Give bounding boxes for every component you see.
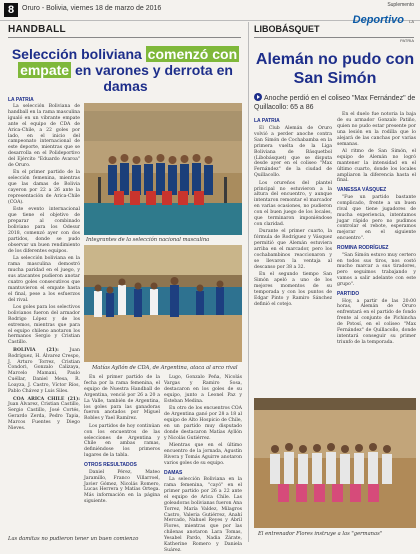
headline-part-b: en varones y derrota en damas bbox=[71, 62, 233, 94]
lineup2-title: COA ARICA CHILE (21): bbox=[13, 396, 80, 402]
paragraph: La selección Boliviana en la rama femenina, "cayó" en el primer partido por 26 a 22 ante el equipo de Arica Chile. Las goleadoras bolivianas fueron Ana Torrez, María Valdez, Milagros Castro, Valeria Gutiérrez, Anahí Mercado, Nahuel Reyes y Abril Flores, mientras que por las chilenas anotaron Lara Tomas, Yesabel Pardo, Nadia Zárate, Katherine Romero y Daniela Suárez. bbox=[164, 477, 242, 553]
photo-team-men bbox=[84, 103, 242, 235]
photo-match-action-image bbox=[84, 245, 242, 362]
paragraph: Lugo, Gonzalo Peña, Nicolás Vargas y Ramiro Sosa, destacaron en los goles de su equipo, junto a Leonel Paz y Esteban Medina. bbox=[164, 375, 242, 404]
section-rule-left bbox=[8, 37, 241, 38]
photo-basketball-team-image bbox=[254, 398, 416, 528]
left-article-col3 bbox=[164, 375, 242, 553]
left-headline bbox=[8, 46, 243, 94]
right-byline: LA PATRIA bbox=[254, 118, 280, 124]
right-article-col2 bbox=[337, 112, 416, 394]
subhead-romina-rodriguez: ROMINA RODRÍGUEZ bbox=[337, 245, 389, 252]
left-article-col1 bbox=[8, 104, 80, 536]
paragraph: Al ritmo de San Simón, el equipo de Alemán no logró mantener la intensidad en el último cuarto, donde los locales ampliaron la diferencia hasta el final. bbox=[337, 148, 416, 184]
arrow-icon bbox=[254, 93, 262, 101]
lineup-text: Juan Rodríguez, H. Álvarez Crespo, J. Arturo Torrez, Cristian Condori, Gonzalo Calizaya, Marcelo Mamani, Paulo Cuéllar, Daniel Mesa, R. Loayza, J. Castro, Víctor Ríos, Pablo Chávez y Luis Siles. bbox=[8, 347, 80, 395]
column-divider bbox=[248, 22, 249, 542]
right-subhead bbox=[254, 93, 416, 112]
subhead-vanessa-vasquez: VANESSA VÁSQUEZ bbox=[337, 187, 387, 194]
section-label-libobasquet: LIBOBÁSQUET bbox=[254, 24, 320, 34]
paragraph: "Fue un partido bastante complicado, frente a un buen rival que tiene jugadores de mucha experiencia, intentamos jugar rápido pero no pudimos controlar el rebote, esperamos mejorar en el siguiente encuentro". bbox=[337, 194, 416, 242]
headline-part-a: Selección boliviana bbox=[11, 46, 146, 62]
subhead-damas: DAMAS bbox=[164, 469, 183, 476]
section-label-handball: HANDBALL bbox=[8, 24, 66, 35]
left-byline: LA PATRIA bbox=[8, 97, 34, 103]
right-article-col1 bbox=[254, 126, 332, 394]
photo-caption-top: Integrantes de la selección nacional masculina bbox=[86, 237, 210, 243]
paragraph: Durante el primer cuarto, la fórmula de Rodríguez y Vásquez permitió que Alemán estuviera arriba en el marcador, pero los cochabambinos reaccionaron y se llevaron la ventaja al descanso por 38 a 32. bbox=[254, 229, 332, 270]
photo-basketball-team bbox=[254, 398, 416, 528]
photo-match-action bbox=[84, 245, 242, 362]
paragraph: En el duelo fue notoria la baja de su armador Gonzalo Patiño, quien no pudo estar presente por una lesión en la rodilla que lo alejará de las canchas por varias semanas. bbox=[337, 112, 416, 147]
subhead-otros-resultados: OTROS RESULTADOS bbox=[84, 462, 137, 469]
photo-team-men-image bbox=[84, 103, 242, 235]
paragraph: Hoy, a partir de las 20:00 horas, Alemán de Oruro enfrentará en el partido de fondo frente al conjunto de Pichincha de Potosí, en el coliseo "Max Fernández" de Quillacollo, donde intentará conseguir su primer triunfo de la temporada. bbox=[337, 298, 416, 345]
date-line: Oruro - Bolivia, viernes 18 de marzo de 2016 bbox=[22, 5, 162, 12]
left-article-col2 bbox=[84, 375, 160, 535]
paragraph: En el primer partido de la fecha por la rama femenina, el equipo de Nuestra Handball de Argentina, venció por 26 a 20 a La Valle, también de Argentina, los goles para las ganadoras fueron anotados por Miguel Robles y Yael Ramírez. bbox=[84, 375, 160, 422]
right-subhead-text: Anoche perdió en el coliseo "Max Fernández" de Quillacollo: 65 a 86 bbox=[254, 95, 416, 111]
section-rule-right bbox=[254, 37, 414, 38]
right-headline: Alemán no pudo con San Simón bbox=[255, 51, 415, 87]
paragraph: La selección boliviana en la rama masculina demostró mucha paridad en el juego, y sus atacantes pudieron anotar cuatro goles consecutivos que mantuvieron el empate hasta el final, pese a los esfuerzos del rival. bbox=[8, 256, 80, 303]
paragraph: Los orureños del plantel principal no estuvieron a la altura del encuentro, y aunque intentaron remontar el marcador en varias ocasiones, no pudieron con el buen juego de los locales, que terminaron imponiéndose con claridad. bbox=[254, 180, 332, 227]
paragraph: En el segundo tiempo San Simón apeló a uno de los mejores momentos de su temporada y con los puntos de Edgar Pinto y Ramiro Sánchez definió el cotejo. bbox=[254, 272, 332, 307]
page-number: 8 bbox=[4, 3, 18, 17]
subhead-partido: PARTIDO bbox=[337, 291, 360, 298]
paragraph: Los partidos de hoy continúan con los encuentros de las selecciones de Argentina y Chile en ambas ramas, definiéndose los primeros lugares de la tabla. bbox=[84, 423, 160, 459]
paragraph: "San Simón estuvo muy certero en todos sus tiros, nos costó mucho marcar a sus tiradores, pero seguimos trabajando y vamos a salir adelante con este grupo". bbox=[337, 252, 416, 288]
photo-caption-mid: Matías Ayllón de CDA, de Argentina, ataca al arco rival bbox=[92, 365, 238, 371]
paragraph: Los goles para los selectivos bolivianos fueron del armador Rodrigo López y de los extremos, mientras que para el equipo chileno anotaron los hermanos Sergio y Cristian Castillo. bbox=[8, 304, 80, 346]
photo-caption-right: El entrenador Flores instruye a las "germanas" bbox=[258, 531, 383, 537]
paragraph: En el primer partido de la selección femenina, mientras que las damas de Bolivia cayeron por 22 a 26 ante la representación de Arica-Chile (COA). bbox=[8, 170, 80, 205]
paragraph: La selección Boliviana de handball en la rama masculina igualó en un vibrante empate ante el equipo de CDA de Arica-Chile, a 22 goles por lado, en el inicio del campeonato internacional de este deporte, mientras que se desarrolla en el Polideportivo del Ejército "Eduardo Avaroa" de Oruro. bbox=[8, 104, 80, 169]
photo-caption-bottom: Las damitas no pudieron tener un buen comienzo bbox=[8, 536, 139, 542]
lineup-title: BOLIVIA (21): bbox=[13, 347, 59, 353]
logo-sub: LA PATRIA bbox=[400, 19, 414, 43]
paragraph: El Club Alemán de Oruro volvió a perder anoche contra San Simón de Cochabamba en la primera vuelta de la Liga Boliviana de Básquetbol (Libobásquet) que se disputa desde ayer en el coliseo "Max Fernández" de la ciudad de Quillacollo. bbox=[254, 126, 332, 179]
logo-supplement: Suplemento bbox=[387, 2, 414, 8]
lineup2-text: Juan Álvarez, Cristian Castillo, Sergio Castillo, José Cortés, Gerardo Zerda, Pedro Tapia, Marcos Fuentes y Diego Nieves. bbox=[8, 402, 80, 432]
supplement-logo bbox=[350, 2, 414, 43]
paragraph: En otro de los encuentros COA de Argentina ganó por 28 a 18 al equipo de Alto Hospicio de Chile, en un partido muy disputado donde destacaron Matías Ayllón y Nicolás Gutiérrez. bbox=[164, 406, 242, 441]
paragraph: Mientras que en el último encuentro de la jornada, Agustín Rivera y Tomás Aguirre anotaron varios goles de su equipo. bbox=[164, 442, 242, 466]
paragraph: Este evento internacional que tiene el objetivo de preparar al combinado boliviano para los Odesur 2018, comenzó ayer con dos partidos, donde se pudo observar un buen rendimiento de los diferentes equipos. bbox=[8, 207, 80, 254]
paragraph: Daniel Pérez, Mateo Jaramillo, Franco Villarroel, Javier Gómez, Nicolás Romero, Lucas Herrera y Matías Ortega. Más información en la página siguiente. bbox=[84, 469, 160, 505]
headline-highlight-1: comenzó con bbox=[147, 46, 238, 62]
logo-brand: Deportivo bbox=[352, 14, 404, 26]
headline-highlight-2: empate bbox=[20, 62, 70, 78]
